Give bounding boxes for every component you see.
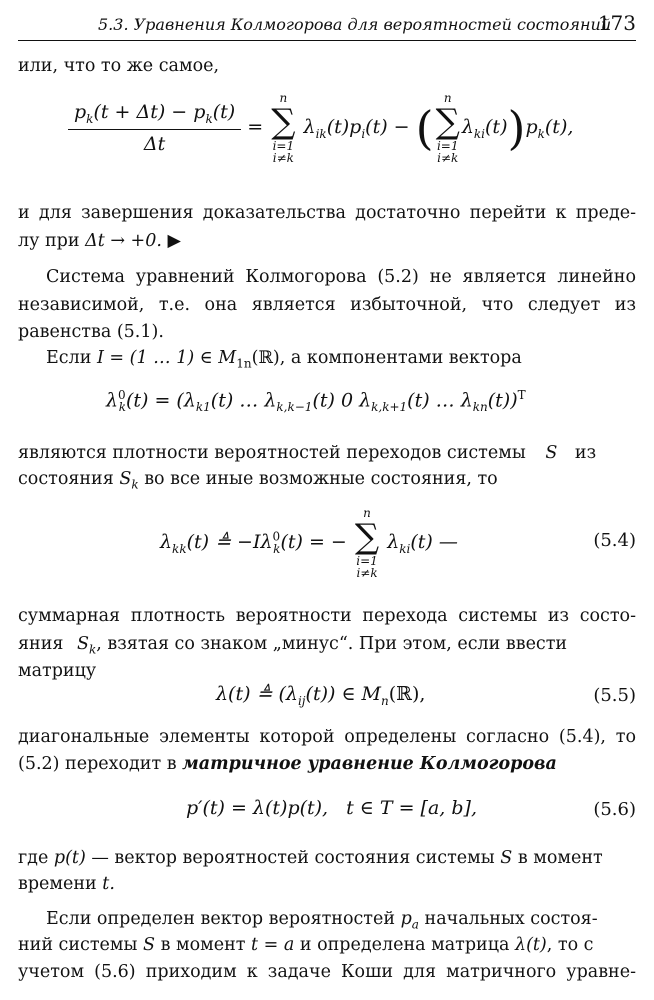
text-line: Система уравнений Колмогорова (5.2) не является линейно bbox=[46, 267, 636, 287]
text-line: равенства (5.1). bbox=[18, 322, 164, 342]
text-line: матрицу bbox=[18, 661, 97, 681]
equation-5: p′(t) = λ(t)p(t), t ∈ T = [a, b], bbox=[186, 797, 477, 819]
text-line: и для завершения доказательства достаточно перейти к преде- bbox=[18, 203, 636, 223]
text-line: суммарная плотность вероятности перехода системы из состо- bbox=[18, 606, 636, 626]
text-line: Если I = (1 … 1) ∈ $M_{1n}(ℝ)$, а компонентами вектора bbox=[46, 348, 522, 371]
fraction-numerator: $p_k(t + \Delta t) - p_k(t)$ bbox=[68, 101, 241, 130]
text-line: где p(t) — вектор вероятностей состояния системы S в момент bbox=[18, 848, 603, 868]
equation-3: $\lambda_{kk}(t)$ ≜ $-I\lambda^0_k(t)$ = − n ∑ i=1 i≠k $\lambda_{ki}(t)$ — bbox=[160, 506, 458, 580]
equation-4: λ(t) ≜ $(\lambda_{ij}(t))$ ∈ $M_n(ℝ)$, bbox=[216, 683, 426, 708]
text-line: ний системы S в момент t = a и определена матрица λ(t), то с bbox=[18, 935, 594, 955]
sum-operator: n ∑ i=1 i≠k bbox=[271, 91, 296, 165]
text-line: являются плотности вероятностей переходов системы S из bbox=[18, 443, 597, 463]
equation-2: $\lambda^0_k(t) = (\lambda_{k1}(t)$ … $\lambda_{k,k-1}(t)$ 0 $\lambda_{k,k+1}(t)$ … $\lambda_{kn}(t))^T$ bbox=[106, 388, 526, 415]
text-line: лу при Δt → +0. ▶ bbox=[18, 231, 181, 251]
equation-number: (5.4) bbox=[593, 530, 636, 551]
sum-operator: n ∑ i=1 i≠k bbox=[354, 506, 380, 580]
text-line: или, что то же самое, bbox=[18, 56, 220, 76]
equals-sign: = bbox=[247, 116, 264, 138]
text-line: времени t. bbox=[18, 874, 115, 894]
text-line: состояния $S_k$ во все иные возможные состояния, то bbox=[18, 469, 498, 492]
text-line: (5.2) переходит в матричное уравнение Колмогорова bbox=[18, 754, 557, 774]
equation-number: (5.5) bbox=[593, 685, 636, 706]
running-header bbox=[18, 10, 636, 41]
text-line: Если определен вектор вероятностей $p_a$ начальных состоя- bbox=[46, 909, 598, 932]
sum-operator: n ∑ i=1 i≠k bbox=[435, 91, 460, 165]
emphasized-term: матричное уравнение Колмогорова bbox=[182, 754, 557, 774]
equation-1: $\frac{p_k(t + \Delta t) - p_k(t)}{\Delta t}$ = n ∑ i=1 i≠k $\lambda_{ik}(t)p_i(t)$ − ( n ∑ i=1 i≠k $\lambda_{ki}(t))p_k(t)$, bbox=[68, 92, 573, 164]
text-line: учетом (5.6) приходим к задаче Коши для матричного уравне- bbox=[18, 962, 636, 982]
page-number: 173 bbox=[597, 11, 636, 35]
fraction bbox=[68, 101, 241, 155]
equation-number: (5.6) bbox=[593, 799, 636, 820]
fraction-denominator: Δt bbox=[143, 132, 166, 155]
section-title: 5.3. Уравнения Колмогорова для вероятностей состояний bbox=[98, 15, 612, 34]
text-line: яния $S_k$, взятая со знаком „минус“. При этом, если ввести bbox=[18, 634, 568, 657]
text-line: диагональные элементы которой определены согласно (5.4), то bbox=[18, 727, 636, 747]
text-line: независимой, т.е. она является избыточной, что следует из bbox=[18, 295, 636, 315]
